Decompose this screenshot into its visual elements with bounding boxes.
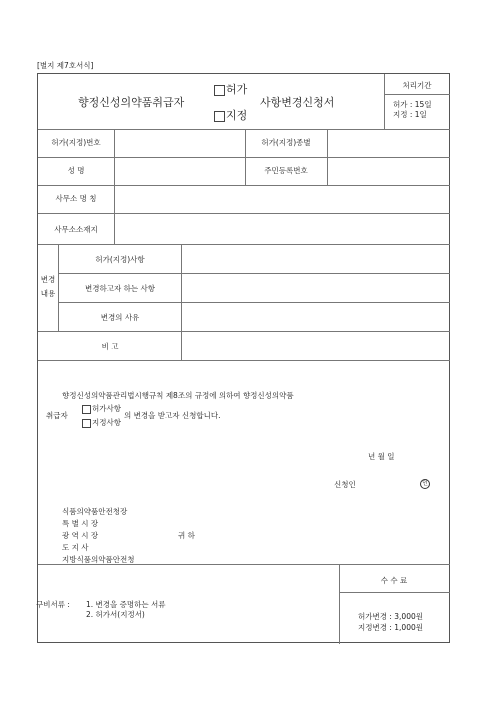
office-address-label: 사무소소재지 (54, 225, 98, 234)
statement-option-designation[interactable] (82, 417, 121, 428)
office-name-label: 사무소 명 칭 (55, 194, 97, 203)
fee-permit-change: 허가변경 : 3,000원 (358, 612, 423, 621)
designation-change-checkbox[interactable] (82, 419, 91, 428)
statement-line-1: 향정신성의약품관리법시행규칙 제8조의 규정에 의하여 향정신성의약품 (62, 391, 294, 400)
change-content-label-2: 내용 (40, 289, 56, 298)
permit-number-label: 허가(지정)번호 (51, 138, 101, 147)
statement-prefix: 취급자 (46, 411, 68, 420)
recipient-metropolitan-mayor: 광 역 시 장 (62, 531, 99, 540)
recipient-regional-office: 지방식품의약품안전청 (62, 555, 135, 564)
form-title-left: 향정신성의약품취급자 (78, 96, 185, 109)
fee-label: 수 수 료 (380, 576, 408, 585)
recipient-special-city-mayor: 특 별 시 장 (62, 519, 99, 528)
processing-designation: 지정 : 1일 (393, 110, 427, 119)
application-date: 년 월 일 (368, 452, 395, 461)
designation-checkbox[interactable] (214, 111, 225, 122)
option-designation[interactable] (214, 107, 247, 123)
permit-checkbox[interactable] (214, 85, 225, 96)
seal-icon: 인 (420, 479, 430, 489)
resident-number-label: 주민등록번호 (264, 166, 308, 175)
statement-option-permit-label: 허가사항 (92, 404, 121, 413)
option-permit[interactable] (214, 81, 247, 97)
form-title-right: 사항변경신청서 (260, 96, 335, 109)
processing-period-label: 처리기간 (402, 81, 432, 90)
processing-permit: 허가 : 15일 (393, 100, 432, 109)
recipient-governor: 도 지 사 (62, 543, 89, 552)
change-target-label: 변경하고자 하는 사항 (85, 284, 155, 293)
permit-type-label: 허가(지정)종별 (261, 138, 311, 147)
permit-change-checkbox[interactable] (82, 405, 91, 414)
statement-suffix: 의 변경을 받고자 신청합니다. (124, 411, 221, 420)
name-label: 성 명 (67, 166, 85, 175)
applicant-label: 신청인 (334, 480, 356, 489)
application-form-frame (37, 73, 450, 643)
option-permit-label: 허가 (226, 83, 248, 96)
statement-option-permit[interactable] (82, 403, 121, 414)
change-reason-label: 변경의 사유 (100, 313, 140, 322)
change-content-label-1: 변경 (40, 275, 56, 284)
required-document-1: 1. 변경을 증명하는 서류 (86, 600, 166, 609)
form-number-label: [별지 제7호서식] (37, 61, 94, 70)
honorific: 귀 하 (178, 531, 195, 540)
statement-option-designation-label: 지정사항 (92, 418, 121, 427)
remarks-label: 비 고 (101, 342, 119, 351)
change-item-label: 허가(지정)사항 (95, 255, 145, 264)
recipient-mfds: 식품의약품안전청장 (62, 507, 128, 516)
seal-mark (420, 478, 430, 489)
fee-designation-change: 지정변경 : 1,000원 (358, 623, 423, 632)
required-document-2: 2. 허가서(지정서) (86, 610, 145, 619)
required-documents-label: 구비서류 : (36, 600, 70, 609)
option-designation-label: 지정 (226, 109, 248, 122)
